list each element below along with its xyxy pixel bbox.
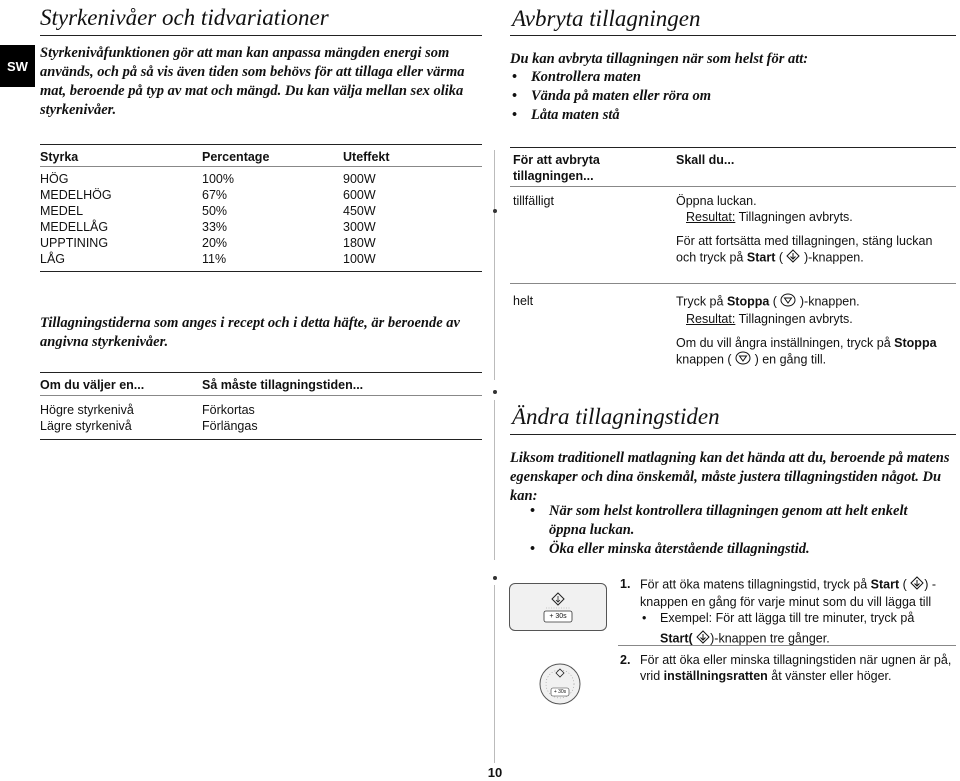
cancel-table-header-action: Skall du... — [676, 153, 735, 167]
table-cell: Förlängas — [202, 419, 258, 433]
power-table-col-uteffekt — [343, 171, 376, 267]
column-divider-bottom — [494, 400, 495, 560]
sub-bullet: • Exempel: För att lägga till tre minuter, tryck på — [642, 611, 915, 625]
list-item: • Låta maten stå — [510, 106, 950, 125]
sub-bold: Start( — [660, 631, 693, 646]
result-line — [676, 311, 956, 327]
stop-icon — [735, 351, 751, 369]
list-item: • När som helst kontrollera tillagningen genom att helt enkelt öppna luckan. — [528, 502, 948, 540]
power-table-bottom-rule — [40, 271, 482, 272]
table-cell: 67% — [202, 188, 228, 202]
step-number: 1. — [620, 577, 631, 591]
time-table-col-effect — [202, 402, 258, 434]
time-table-header-must: Så måste tillagningstiden... — [202, 378, 364, 392]
step-post: ) - knappen en gång för varje minut som du vill lägga till — [640, 577, 937, 609]
undo-post: ) en gång till. — [754, 352, 827, 367]
power-table-col-styrka — [40, 171, 112, 267]
action-text: Öppna luckan. — [676, 194, 757, 208]
continue-bold: Start — [746, 250, 776, 265]
steps-rule — [618, 645, 956, 646]
stop-icon — [780, 293, 796, 311]
start-icon — [786, 249, 800, 267]
action-text: Tryck på Stoppa ( )-knappen. — [676, 293, 956, 311]
cancel-table-row-rule — [510, 283, 956, 284]
change-title-rule — [510, 434, 956, 435]
time-table-bottom-rule — [40, 439, 482, 440]
list-item: • Vända på maten eller röra om — [510, 87, 950, 106]
step-bold: Start — [870, 577, 900, 592]
table-cell: MEDEL — [40, 204, 84, 218]
cancel-row2-when: helt — [513, 294, 534, 308]
plus-30s-label-small: + 30s — [553, 689, 567, 695]
time-table-header-choose: Om du väljer en... — [40, 378, 145, 392]
table-cell: 11% — [202, 252, 227, 266]
result-text: Tillagningen avbryts. — [738, 312, 853, 326]
step-post: åt vänster eller höger. — [767, 669, 892, 683]
column-divider-top — [494, 150, 495, 380]
table-cell: LÅG — [40, 252, 66, 266]
change-bullet-list — [528, 502, 948, 559]
table-cell: Högre styrkenivå — [40, 403, 134, 417]
step-pre: För att öka matens tillagningstid, tryck på — [640, 577, 871, 592]
power-table-header-rule — [40, 166, 482, 167]
page-number: 10 — [487, 765, 503, 780]
undo-pre: Om du vill ångra inställningen, tryck på — [676, 336, 895, 350]
table-cell: 300W — [343, 220, 376, 234]
list-item: • Öka eller minska återstående tillagningstid. — [528, 540, 948, 559]
control-panel-illustration — [509, 583, 607, 631]
table-cell: UPPTINING — [40, 236, 109, 250]
power-table-header-percentage: Percentage — [202, 150, 270, 164]
divider-dot — [493, 209, 497, 213]
table-cell: Lägre styrkenivå — [40, 419, 132, 433]
power-table-header-uteffekt: Uteffekt — [343, 150, 390, 164]
divider-dot — [493, 390, 497, 394]
cancel-table-header-when: För att avbryta tillagningen... — [513, 153, 600, 183]
table-cell: Förkortas — [202, 403, 255, 417]
undo-bold: Stoppa — [894, 336, 937, 350]
step-text: För att öka matens tillagningstid, tryck på Start ( ) - knappen en gång för varje minut som du vill lägga till • Exempel: För att lägga till tre minuter, tryck på Start( )-knappen tre gånger. — [640, 576, 956, 648]
start-button-illustration — [510, 584, 606, 630]
table-cell: 100% — [202, 172, 234, 186]
title-rule-right — [510, 35, 956, 36]
step-pre: För att öka eller minska tillagningstiden när ugnen är på, vrid — [640, 653, 952, 683]
time-table-header-rule — [40, 395, 482, 396]
column-divider-lower — [494, 585, 495, 763]
cancel-bullet-list — [510, 68, 950, 125]
table-cell: 900W — [343, 172, 376, 186]
power-table-top-rule — [40, 144, 482, 145]
continue-pre: För att fortsätta med tillagningen, stäng luckan och tryck på — [676, 234, 933, 265]
table-cell: MEDELLÅG — [40, 220, 109, 234]
step-number: 2. — [620, 653, 631, 667]
table-cell: 50% — [202, 204, 228, 218]
table-cell: 33% — [202, 220, 228, 234]
action-pre: Tryck på — [676, 294, 727, 309]
language-tab: SW — [0, 45, 35, 87]
time-table-col-choice — [40, 402, 134, 434]
table-cell: 180W — [343, 236, 376, 250]
continue-post: )-knappen. — [803, 250, 864, 265]
table-cell: 100W — [343, 252, 376, 266]
table-cell: 20% — [202, 236, 228, 250]
table-cell: HÖG — [40, 172, 69, 186]
result-text: Tillagningen avbryts. — [738, 210, 853, 224]
list-item: • Kontrollera maten — [510, 68, 950, 87]
undo-mid: knappen ( — [676, 352, 732, 367]
action-post: )-knappen. — [799, 294, 860, 309]
cancel-intro: Du kan avbryta tillagningen när som helst för att: — [510, 51, 809, 67]
result-label: Resultat: — [686, 210, 736, 224]
step-bold: inställningsratten — [663, 669, 768, 683]
sub-bullet-text: Exempel: För att lägga till tre minuter, tryck på — [660, 611, 915, 625]
continue-instructions: För att fortsätta med tillagningen, stäng luckan och tryck på Start ( )-knappen. — [676, 233, 956, 267]
divider-dot — [493, 576, 497, 580]
dial-illustration — [538, 662, 582, 706]
result-line — [676, 209, 956, 225]
result-label: Resultat: — [686, 312, 736, 326]
section-title-cancel: Avbryta tillagningen — [512, 6, 701, 31]
step-2 — [620, 652, 956, 684]
start-icon — [910, 576, 924, 594]
undo-instructions — [676, 335, 956, 369]
step-text — [640, 652, 956, 684]
action-bold: Stoppa — [726, 294, 770, 309]
table-cell: 450W — [343, 204, 376, 218]
power-table-header-styrka: Styrka — [40, 150, 79, 164]
cancel-table-top-rule — [510, 147, 956, 148]
cancel-row2-action — [676, 293, 956, 369]
change-intro: Liksom traditionell matlagning kan det hända att du, beroende på matens egenskaper och dina önskemål, måste justera tillagningstiden något. Du kan: — [510, 450, 950, 504]
table-cell: 600W — [343, 188, 376, 202]
plus-30s-label: + 30s — [549, 613, 567, 620]
power-table-col-percentage — [202, 171, 234, 267]
cooking-time-note: Tillagningstiderna som anges i recept och i detta häfte, är beroende av angivna styrkenivåer. — [40, 315, 460, 350]
section-title-power-levels: Styrkenivåer och tidvariationer — [40, 5, 329, 30]
section-title-change-time: Ändra tillagningstiden — [512, 404, 720, 429]
sub-post: )-knappen tre gånger. — [710, 631, 830, 646]
time-table-top-rule — [40, 372, 482, 373]
title-rule-left — [40, 35, 482, 36]
cancel-row1-when: tillfälligt — [513, 194, 554, 208]
cancel-row1-action — [676, 193, 956, 267]
cancel-table-header-rule — [510, 186, 956, 187]
table-cell: MEDELHÖG — [40, 188, 112, 202]
power-intro: Styrkenivåfunktionen gör att man kan anpassa mängden energi som används, och på så vis även tiden som behövs för att tillaga eller värma mat, beroende på typ av mat och mängd. Du kan välja mellan sex olika styrkenivåer. — [40, 45, 465, 118]
step-1 — [620, 576, 956, 648]
